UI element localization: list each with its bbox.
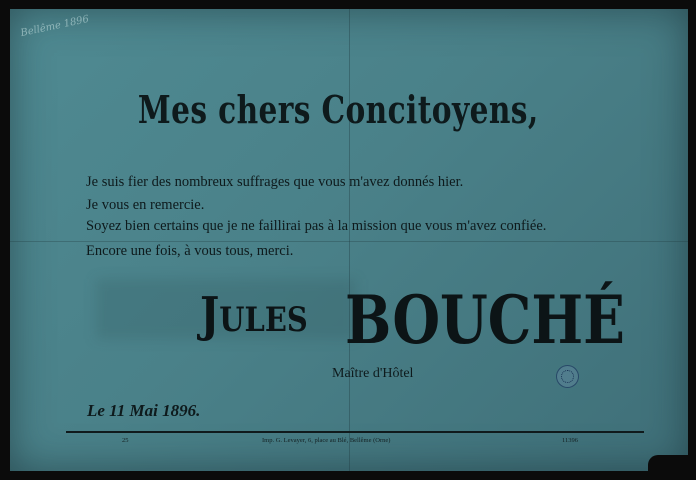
handwritten-note: Bellême 1896 (19, 13, 90, 40)
body-line: Encore une fois, à vous tous, merci. (86, 243, 294, 259)
footer-rule (66, 431, 644, 433)
signature-name (200, 281, 625, 359)
footer-right-number: 11396 (562, 437, 579, 444)
body-line: Soyez bien certains que je ne faillirai pas à la mission que vous m'avez confiée. (86, 218, 547, 234)
archive-stamp-icon (556, 365, 579, 388)
torn-corner (648, 455, 688, 471)
poster-date: Le 11 Mai 1896. (87, 401, 201, 420)
signature-last-name: BOUCHÉ (345, 281, 625, 359)
body-line: Je vous en remercie. (86, 197, 205, 213)
signature-first-name: Jules (200, 287, 308, 343)
poster-title: Mes chers Concitoyens, (137, 87, 539, 132)
footer-printer-imprint: Imp. G. Levayer, 6, place au Blé, Bellême (Orne) (262, 437, 391, 444)
body-text (86, 172, 646, 262)
body-line: Je suis fier des nombreux suffrages que vous m'avez donnés hier. (86, 174, 464, 190)
signature-role: Maître d'Hôtel (332, 366, 414, 381)
poster-sheet (10, 9, 688, 471)
footer-left-number: 25 (122, 437, 129, 444)
printer-footer (10, 437, 688, 451)
